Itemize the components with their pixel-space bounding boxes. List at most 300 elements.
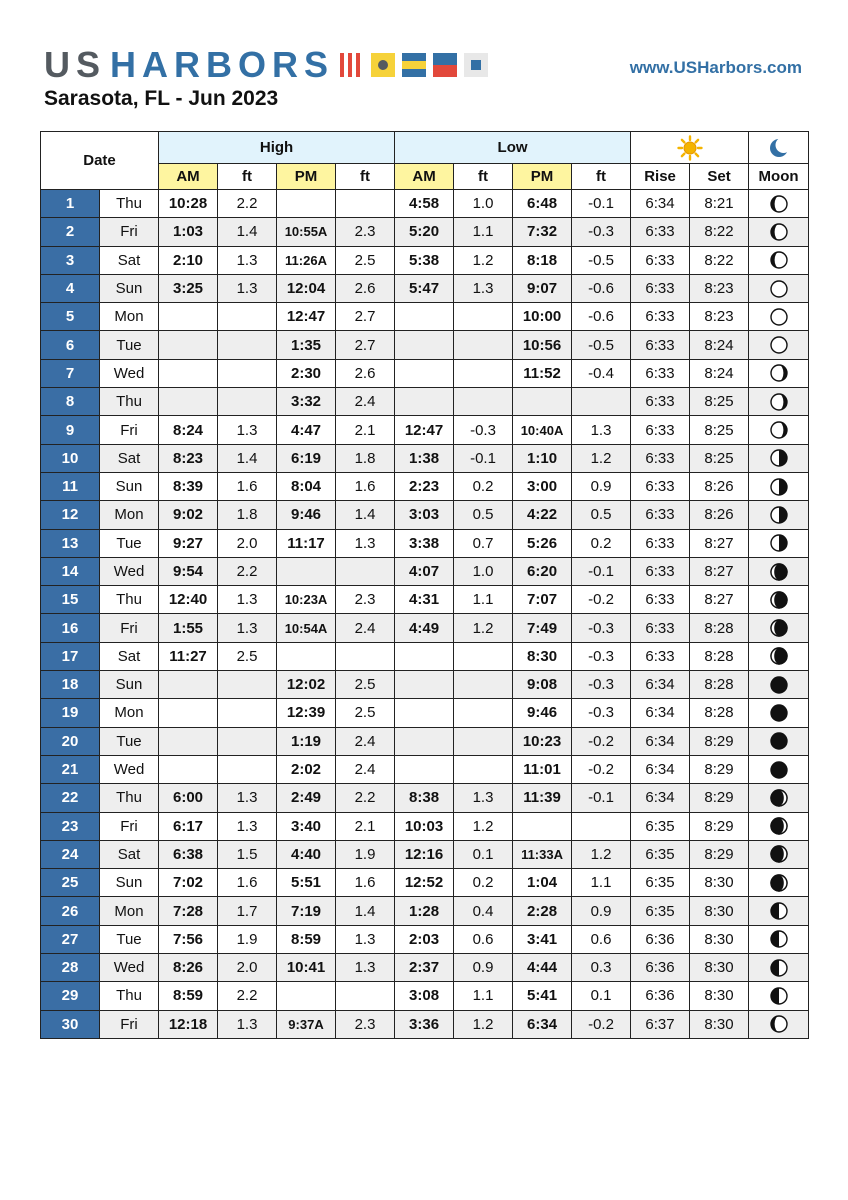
high-am-height: 1.3 <box>218 812 277 840</box>
low-pm-height: -0.3 <box>572 699 631 727</box>
low-pm-time: 7:49 <box>513 614 572 642</box>
high-am-height <box>218 303 277 331</box>
high-pm-height: 2.4 <box>336 727 395 755</box>
moon-phase <box>749 982 809 1010</box>
high-pm-time: 1:35 <box>277 331 336 359</box>
high-am-time: 3:25 <box>159 274 218 302</box>
sunrise-time: 6:34 <box>631 755 690 783</box>
high-am-height: 2.2 <box>218 190 277 218</box>
low-pm-time: 10:40A <box>513 416 572 444</box>
logo-us: US <box>44 44 107 85</box>
high-am-height: 1.9 <box>218 925 277 953</box>
moon-new-icon <box>769 703 789 723</box>
high-pm-height: 2.5 <box>336 246 395 274</box>
day-of-week: Sun <box>100 472 159 500</box>
high-am-time <box>159 755 218 783</box>
moon-full-icon <box>769 279 789 299</box>
low-am-height <box>454 303 513 331</box>
low-am-time: 12:52 <box>395 869 454 897</box>
table-row <box>41 274 809 302</box>
sunrise-time: 6:33 <box>631 501 690 529</box>
low-pm-time <box>513 812 572 840</box>
low-pm-height: 0.3 <box>572 954 631 982</box>
high-pm-height: 1.6 <box>336 869 395 897</box>
day-of-week: Wed <box>100 557 159 585</box>
low-pm-height: 1.2 <box>572 840 631 868</box>
header-high-am-ft: ft <box>218 164 277 190</box>
moon-phase <box>749 727 809 755</box>
moon-phase <box>749 925 809 953</box>
table-row <box>41 501 809 529</box>
table-row <box>41 982 809 1010</box>
table-row <box>41 444 809 472</box>
low-am-time <box>395 727 454 755</box>
high-am-time: 1:03 <box>159 218 218 246</box>
low-pm-height: -0.1 <box>572 557 631 585</box>
moon-waning-gibbous-icon <box>769 363 789 383</box>
sunrise-time: 6:34 <box>631 784 690 812</box>
low-pm-height: -0.5 <box>572 331 631 359</box>
sunrise-time: 6:33 <box>631 444 690 472</box>
low-pm-height: 0.9 <box>572 472 631 500</box>
day-of-week: Wed <box>100 359 159 387</box>
table-row <box>41 586 809 614</box>
high-am-time <box>159 359 218 387</box>
day-of-week: Fri <box>100 218 159 246</box>
high-am-height: 1.3 <box>218 784 277 812</box>
low-am-height: 0.9 <box>454 954 513 982</box>
moon-full-icon <box>769 307 789 327</box>
sunset-time: 8:30 <box>690 925 749 953</box>
low-pm-height: 0.5 <box>572 501 631 529</box>
low-am-time: 3:38 <box>395 529 454 557</box>
low-am-time: 5:38 <box>395 246 454 274</box>
moon-waning-gibbous-icon <box>769 392 789 412</box>
sun-icon <box>677 135 703 161</box>
high-pm-time: 2:49 <box>277 784 336 812</box>
header-high-am: AM <box>159 164 218 190</box>
high-am-time: 12:40 <box>159 586 218 614</box>
high-am-height: 1.6 <box>218 472 277 500</box>
header-low-am-ft: ft <box>454 164 513 190</box>
moon-full-icon <box>769 335 789 355</box>
header-moon <box>749 132 809 164</box>
low-pm-time: 6:48 <box>513 190 572 218</box>
moon-phase <box>749 557 809 585</box>
moon-phase <box>749 303 809 331</box>
high-pm-height: 1.3 <box>336 529 395 557</box>
low-pm-height: -0.1 <box>572 784 631 812</box>
sunset-time: 8:25 <box>690 444 749 472</box>
low-am-time: 3:08 <box>395 982 454 1010</box>
high-am-time <box>159 671 218 699</box>
sunrise-time: 6:33 <box>631 614 690 642</box>
table-row <box>41 755 809 783</box>
moon-waning-crescent-icon <box>769 646 789 666</box>
high-am-time <box>159 331 218 359</box>
high-pm-time: 6:19 <box>277 444 336 472</box>
sunset-time: 8:30 <box>690 982 749 1010</box>
day-of-week: Mon <box>100 303 159 331</box>
header-low-am: AM <box>395 164 454 190</box>
low-am-height <box>454 642 513 670</box>
sunrise-time: 6:36 <box>631 925 690 953</box>
table-row <box>41 190 809 218</box>
high-pm-time: 12:39 <box>277 699 336 727</box>
high-am-time: 8:26 <box>159 954 218 982</box>
moon-last-quarter-icon <box>769 477 789 497</box>
low-pm-height: -0.4 <box>572 359 631 387</box>
high-pm-height: 2.5 <box>336 671 395 699</box>
moon-phase <box>749 614 809 642</box>
sunset-time: 8:28 <box>690 642 749 670</box>
low-pm-time: 11:33A <box>513 840 572 868</box>
moon-phase <box>749 954 809 982</box>
sunset-time: 8:28 <box>690 699 749 727</box>
moon-waxing-gibbous-icon <box>769 1014 789 1034</box>
table-row <box>41 784 809 812</box>
low-pm-height: 0.1 <box>572 982 631 1010</box>
date-number: 5 <box>41 303 100 331</box>
moon-phase <box>749 1010 809 1038</box>
low-am-time: 12:47 <box>395 416 454 444</box>
high-am-height: 1.3 <box>218 274 277 302</box>
low-pm-height: -0.5 <box>572 246 631 274</box>
high-pm-height <box>336 557 395 585</box>
high-pm-height <box>336 190 395 218</box>
moon-phase <box>749 416 809 444</box>
high-pm-height: 2.1 <box>336 812 395 840</box>
moon-new-icon <box>769 731 789 751</box>
moon-waxing-gibbous-icon <box>769 194 789 214</box>
sunset-time: 8:28 <box>690 671 749 699</box>
day-of-week: Mon <box>100 501 159 529</box>
sunrise-time: 6:34 <box>631 699 690 727</box>
high-pm-time: 10:54A <box>277 614 336 642</box>
moon-last-quarter-icon <box>769 505 789 525</box>
high-pm-time <box>277 982 336 1010</box>
date-number: 30 <box>41 1010 100 1038</box>
sunrise-time: 6:34 <box>631 671 690 699</box>
sunset-time: 8:29 <box>690 812 749 840</box>
high-am-height <box>218 671 277 699</box>
sunrise-time: 6:37 <box>631 1010 690 1038</box>
low-pm-height <box>572 388 631 416</box>
high-am-time: 7:28 <box>159 897 218 925</box>
low-am-time <box>395 671 454 699</box>
moon-first-quarter-icon <box>769 986 789 1006</box>
high-pm-height: 2.6 <box>336 359 395 387</box>
flag-blue-yellow-icon <box>402 53 426 77</box>
sunrise-time: 6:33 <box>631 557 690 585</box>
date-number: 16 <box>41 614 100 642</box>
low-am-time: 2:23 <box>395 472 454 500</box>
sunset-time: 8:23 <box>690 274 749 302</box>
high-pm-time: 12:02 <box>277 671 336 699</box>
day-of-week: Sat <box>100 642 159 670</box>
high-pm-time: 9:46 <box>277 501 336 529</box>
low-am-height: 1.3 <box>454 274 513 302</box>
date-number: 27 <box>41 925 100 953</box>
table-row <box>41 642 809 670</box>
day-of-week: Thu <box>100 784 159 812</box>
moon-phase <box>749 671 809 699</box>
sunrise-time: 6:33 <box>631 472 690 500</box>
sunset-time: 8:29 <box>690 840 749 868</box>
moon-new-icon <box>769 675 789 695</box>
low-am-height: 0.2 <box>454 472 513 500</box>
low-pm-time: 1:10 <box>513 444 572 472</box>
date-number: 7 <box>41 359 100 387</box>
moon-phase <box>749 359 809 387</box>
sunrise-time: 6:33 <box>631 274 690 302</box>
low-am-time: 4:49 <box>395 614 454 642</box>
sunrise-time: 6:36 <box>631 982 690 1010</box>
website-link[interactable]: www.USHarbors.com <box>629 58 802 77</box>
moon-phase <box>749 755 809 783</box>
table-row <box>41 897 809 925</box>
sunset-time: 8:24 <box>690 331 749 359</box>
table-row <box>41 954 809 982</box>
high-pm-time: 12:04 <box>277 274 336 302</box>
low-pm-time: 2:28 <box>513 897 572 925</box>
high-pm-height: 1.4 <box>336 501 395 529</box>
high-am-time: 8:24 <box>159 416 218 444</box>
high-pm-time: 11:17 <box>277 529 336 557</box>
sunrise-time: 6:33 <box>631 586 690 614</box>
low-am-time: 12:16 <box>395 840 454 868</box>
sunset-time: 8:29 <box>690 727 749 755</box>
high-pm-time: 11:26A <box>277 246 336 274</box>
high-pm-height: 2.4 <box>336 614 395 642</box>
high-pm-height: 2.1 <box>336 416 395 444</box>
moon-phase <box>749 388 809 416</box>
high-pm-time: 5:51 <box>277 869 336 897</box>
date-number: 19 <box>41 699 100 727</box>
high-am-height <box>218 727 277 755</box>
sunrise-time: 6:33 <box>631 388 690 416</box>
low-am-time: 10:03 <box>395 812 454 840</box>
date-number: 6 <box>41 331 100 359</box>
date-number: 15 <box>41 586 100 614</box>
high-am-time: 2:10 <box>159 246 218 274</box>
date-number: 9 <box>41 416 100 444</box>
table-row <box>41 671 809 699</box>
low-am-time <box>395 642 454 670</box>
sunset-time: 8:23 <box>690 303 749 331</box>
low-am-time <box>395 303 454 331</box>
table-row <box>41 840 809 868</box>
moon-waning-gibbous-icon <box>769 420 789 440</box>
low-pm-height: -0.2 <box>572 755 631 783</box>
moon-phase <box>749 586 809 614</box>
low-am-time: 2:03 <box>395 925 454 953</box>
high-am-time: 8:39 <box>159 472 218 500</box>
low-pm-time: 4:22 <box>513 501 572 529</box>
day-of-week: Tue <box>100 331 159 359</box>
day-of-week: Fri <box>100 812 159 840</box>
header-rise: Rise <box>631 164 690 190</box>
logo <box>44 44 495 86</box>
low-pm-height: 1.2 <box>572 444 631 472</box>
high-pm-time: 2:02 <box>277 755 336 783</box>
high-pm-height: 1.3 <box>336 925 395 953</box>
high-am-height <box>218 331 277 359</box>
high-pm-height <box>336 642 395 670</box>
low-pm-time <box>513 388 572 416</box>
high-am-height: 1.3 <box>218 586 277 614</box>
page-subtitle: Sarasota, FL - Jun 2023 <box>44 87 279 110</box>
header-high-pm-ft: ft <box>336 164 395 190</box>
day-of-week: Thu <box>100 586 159 614</box>
low-am-time: 4:58 <box>395 190 454 218</box>
low-pm-time: 11:52 <box>513 359 572 387</box>
sunrise-time: 6:33 <box>631 246 690 274</box>
low-am-height <box>454 727 513 755</box>
high-pm-height: 1.4 <box>336 897 395 925</box>
high-am-time: 6:00 <box>159 784 218 812</box>
date-number: 28 <box>41 954 100 982</box>
moon-phase <box>749 784 809 812</box>
sunset-time: 8:30 <box>690 1010 749 1038</box>
header-date: Date <box>41 132 159 190</box>
sunset-time: 8:29 <box>690 755 749 783</box>
day-of-week: Tue <box>100 925 159 953</box>
low-am-time: 1:38 <box>395 444 454 472</box>
header-set: Set <box>690 164 749 190</box>
table-row <box>41 331 809 359</box>
low-am-height: 0.6 <box>454 925 513 953</box>
date-number: 25 <box>41 869 100 897</box>
date-number: 3 <box>41 246 100 274</box>
low-pm-time: 9:08 <box>513 671 572 699</box>
high-pm-time: 4:47 <box>277 416 336 444</box>
low-am-height: 0.4 <box>454 897 513 925</box>
moon-phase <box>749 331 809 359</box>
date-number: 23 <box>41 812 100 840</box>
high-pm-height: 2.3 <box>336 586 395 614</box>
low-pm-height: 1.3 <box>572 416 631 444</box>
high-pm-height: 1.3 <box>336 954 395 982</box>
day-of-week: Fri <box>100 1010 159 1038</box>
table-row <box>41 303 809 331</box>
day-of-week: Thu <box>100 388 159 416</box>
high-am-height: 2.0 <box>218 529 277 557</box>
low-am-time: 5:20 <box>395 218 454 246</box>
sunset-time: 8:30 <box>690 954 749 982</box>
low-am-height: 1.2 <box>454 812 513 840</box>
low-am-time: 4:07 <box>395 557 454 585</box>
low-am-time <box>395 755 454 783</box>
low-pm-time: 9:46 <box>513 699 572 727</box>
high-pm-time: 10:23A <box>277 586 336 614</box>
moon-phase <box>749 190 809 218</box>
sunrise-time: 6:34 <box>631 190 690 218</box>
low-pm-height: -0.6 <box>572 303 631 331</box>
high-pm-height <box>336 982 395 1010</box>
moon-phase <box>749 274 809 302</box>
high-pm-time <box>277 557 336 585</box>
low-am-height <box>454 359 513 387</box>
flag-blue-red-icon <box>433 53 457 77</box>
high-pm-time: 3:32 <box>277 388 336 416</box>
table-row <box>41 869 809 897</box>
table-row <box>41 472 809 500</box>
moon-phase <box>749 869 809 897</box>
high-pm-time: 2:30 <box>277 359 336 387</box>
low-am-time: 3:03 <box>395 501 454 529</box>
day-of-week: Sun <box>100 274 159 302</box>
low-pm-time: 7:32 <box>513 218 572 246</box>
day-of-week: Wed <box>100 755 159 783</box>
sunrise-time: 6:34 <box>631 727 690 755</box>
high-am-height <box>218 699 277 727</box>
header-high-pm: PM <box>277 164 336 190</box>
moon-phase <box>749 246 809 274</box>
high-pm-height: 2.4 <box>336 755 395 783</box>
high-pm-height: 1.6 <box>336 472 395 500</box>
sunset-time: 8:21 <box>690 190 749 218</box>
date-number: 13 <box>41 529 100 557</box>
header-low: Low <box>395 132 631 164</box>
moon-phase <box>749 840 809 868</box>
low-pm-time: 10:23 <box>513 727 572 755</box>
high-am-time: 10:28 <box>159 190 218 218</box>
high-am-height: 1.8 <box>218 501 277 529</box>
low-am-height: 1.0 <box>454 557 513 585</box>
flag-red-white-icon <box>340 53 364 77</box>
low-pm-time: 11:39 <box>513 784 572 812</box>
high-am-time: 9:27 <box>159 529 218 557</box>
low-pm-height: 1.1 <box>572 869 631 897</box>
low-pm-time: 3:41 <box>513 925 572 953</box>
moon-phase <box>749 642 809 670</box>
sunrise-time: 6:33 <box>631 529 690 557</box>
high-am-height: 1.3 <box>218 614 277 642</box>
tide-table-body <box>41 190 809 1039</box>
high-pm-time: 10:41 <box>277 954 336 982</box>
day-of-week: Sun <box>100 869 159 897</box>
date-number: 18 <box>41 671 100 699</box>
date-number: 22 <box>41 784 100 812</box>
sunset-time: 8:26 <box>690 501 749 529</box>
high-am-height: 2.2 <box>218 557 277 585</box>
high-pm-height: 2.5 <box>336 699 395 727</box>
high-am-height <box>218 755 277 783</box>
low-am-height <box>454 388 513 416</box>
moon-first-quarter-icon <box>769 929 789 949</box>
high-am-height: 1.4 <box>218 218 277 246</box>
moon-waning-crescent-icon <box>769 562 789 582</box>
header-low-pm: PM <box>513 164 572 190</box>
low-am-time <box>395 699 454 727</box>
high-am-height: 2.2 <box>218 982 277 1010</box>
table-row <box>41 359 809 387</box>
sunrise-time: 6:33 <box>631 359 690 387</box>
moon-waxing-crescent-icon <box>769 816 789 836</box>
date-number: 29 <box>41 982 100 1010</box>
low-pm-time: 3:00 <box>513 472 572 500</box>
table-row <box>41 727 809 755</box>
low-pm-height: -0.3 <box>572 218 631 246</box>
low-am-time: 5:47 <box>395 274 454 302</box>
day-of-week: Sat <box>100 246 159 274</box>
low-am-height: 0.1 <box>454 840 513 868</box>
high-am-time: 12:18 <box>159 1010 218 1038</box>
low-pm-height: -0.2 <box>572 586 631 614</box>
high-am-time: 9:54 <box>159 557 218 585</box>
day-of-week: Mon <box>100 699 159 727</box>
